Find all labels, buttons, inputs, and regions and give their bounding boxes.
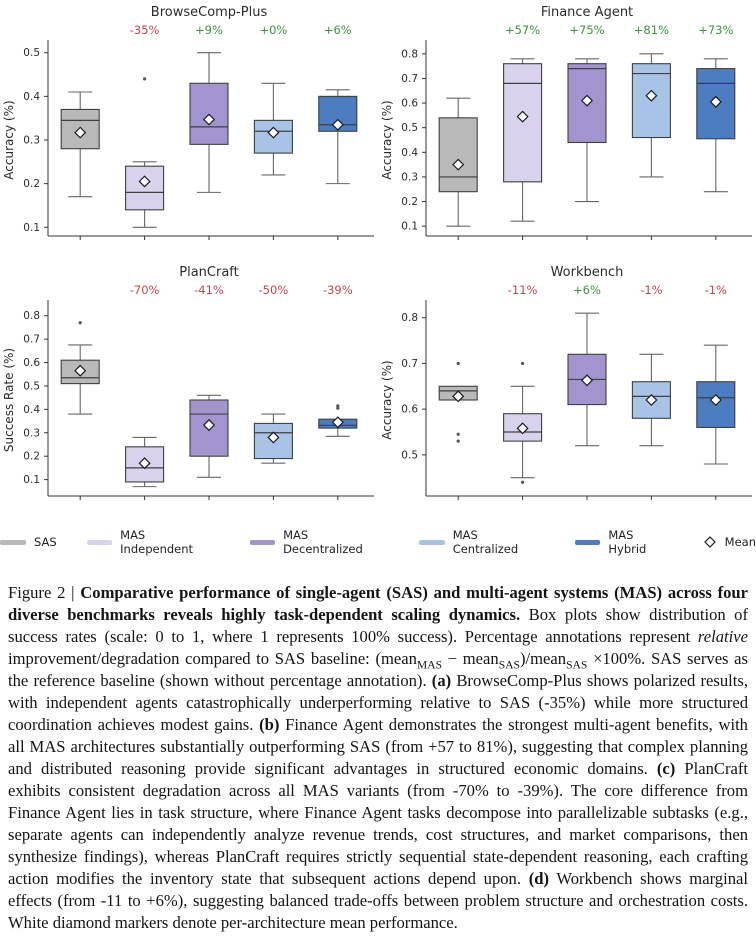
figure-legend	[0, 522, 756, 562]
mean-diamond-icon	[704, 536, 716, 548]
boxplot-plancraft	[0, 260, 378, 520]
svg-text:0.8: 0.8	[23, 310, 40, 323]
legend-item-sas	[0, 535, 57, 549]
caption-segment: (c)	[656, 759, 676, 778]
legend-label: MAS Hybrid	[608, 528, 647, 556]
svg-text:-35%: -35%	[129, 23, 160, 37]
svg-text:0.5: 0.5	[401, 122, 418, 135]
legend-label: MAS Independent	[120, 528, 194, 556]
caption-segment: Comparative performance of single-agent (SAS) and multi-agent systems (MAS) across four diverse benchmarks reveals highly task-dependent scaling dynamics.	[8, 583, 748, 624]
svg-text:0.5: 0.5	[23, 47, 40, 60]
legend-label: MAS Centralized	[452, 528, 519, 556]
svg-text:0.6: 0.6	[23, 357, 40, 370]
boxplot-finance-agent	[378, 0, 756, 260]
svg-text:0.7: 0.7	[23, 333, 40, 346]
caption-segment: (d)	[528, 869, 549, 888]
svg-text:0.3: 0.3	[23, 134, 40, 147]
svg-text:+9%: +9%	[195, 23, 223, 37]
svg-text:PlanCraft: PlanCraft	[179, 265, 239, 280]
caption-segment: PlanCraft exhibits consistent degradation across all MAS variants (from -70% to -39%). The core difference from Finance Agent lies in task structure, where Finance Agent tasks decompose into parallelizable subtasks (e.g., separate agents can independently analyze revenue trends, cost structures, and market comparisons, then synthesize findings), whereas PlanCraft requires strictly sequential state-dependent reasoning, each crafting action modifies the inventory state that subsequent actions depend upon.	[8, 759, 748, 888]
svg-text:0.5: 0.5	[401, 449, 418, 462]
svg-text:-1%: -1%	[704, 283, 728, 297]
svg-text:Success Rate (%): Success Rate (%)	[2, 347, 16, 453]
svg-text:0.6: 0.6	[401, 97, 418, 110]
svg-text:+6%: +6%	[323, 23, 352, 37]
svg-text:-41%: -41%	[194, 283, 224, 297]
legend-item-mas-hybrid	[575, 528, 674, 556]
caption-segment: Workbench shows marginal effects (from -11 to +6%), suggesting balanced trade-offs between problem structure and orchestration costs. White diamond markers denote per-architecture mean performance.	[8, 869, 748, 932]
subplot-plancraft	[0, 260, 378, 520]
svg-text:0.8: 0.8	[401, 312, 418, 325]
caption-segment: Box plots show distribution of success rates (scale: 0 to 1, where 1 represents 100% success). Percentage annotations represent	[8, 605, 748, 646]
legend-swatch	[250, 540, 275, 545]
legend-item-mean	[704, 535, 756, 549]
caption-segment: MAS	[416, 658, 443, 672]
svg-text:+81%: +81%	[633, 23, 670, 37]
svg-text:+57%: +57%	[504, 23, 541, 37]
svg-text:Workbench: Workbench	[550, 265, 624, 280]
svg-text:0.2: 0.2	[401, 196, 418, 209]
caption-segment: − mean	[442, 649, 499, 668]
svg-text:Accuracy (%): Accuracy (%)	[380, 360, 394, 440]
legend-swatch	[575, 540, 600, 545]
legend-swatch	[0, 540, 26, 545]
legend-item-mas-centralized	[419, 528, 545, 556]
legend-label: Mean	[724, 535, 756, 549]
caption-segment: (b)	[259, 715, 280, 734]
svg-text:0.4: 0.4	[401, 146, 418, 159]
boxplot-workbench	[378, 260, 756, 520]
caption-segment: Figure 2 |	[8, 583, 81, 602]
caption-segment: (a)	[431, 671, 452, 690]
subplot-finance-agent	[378, 0, 756, 260]
svg-text:0.3: 0.3	[23, 427, 40, 440]
caption-segment: improvement/degradation compared to SAS baseline: (mean	[8, 649, 417, 668]
legend-item-mas-independent	[87, 528, 220, 556]
svg-text:0.7: 0.7	[401, 72, 418, 85]
caption-segment: SAS	[498, 658, 521, 672]
svg-text:+6%: +6%	[573, 283, 601, 297]
legend-item-mas-decentralized	[250, 528, 390, 556]
caption-segment: BrowseComp-Plus shows polarized results, with independent agents catastrophically underperforming relative to SAS (-35%) while more structured coordination achieves modest gains.	[8, 671, 748, 734]
svg-text:BrowseComp-Plus: BrowseComp-Plus	[150, 5, 268, 20]
svg-text:0.4: 0.4	[23, 403, 40, 416]
svg-text:+75%: +75%	[569, 23, 605, 37]
svg-text:+73%: +73%	[698, 23, 734, 37]
legend-label: SAS	[34, 535, 57, 549]
svg-text:0.3: 0.3	[401, 171, 418, 184]
svg-text:0.2: 0.2	[23, 450, 40, 463]
svg-text:Accuracy (%): Accuracy (%)	[2, 100, 16, 180]
boxplot-browsecomp-plus	[0, 0, 378, 260]
caption-segment: SAS	[566, 658, 588, 672]
svg-text:0.4: 0.4	[23, 90, 40, 103]
figure-caption	[8, 582, 748, 934]
svg-text:-1%: -1%	[640, 283, 663, 297]
svg-text:0.1: 0.1	[401, 220, 418, 233]
svg-text:0.1: 0.1	[23, 474, 40, 487]
svg-text:-50%: -50%	[258, 283, 289, 297]
caption-segment: Finance Agent demonstrates the strongest multi-agent benefits, with all MAS architectures substantially outperforming SAS (from +57 to 81%), suggesting that complex planning and distributed reasoning provide significant advantages in structured economic domains.	[8, 715, 748, 778]
svg-text:0.1: 0.1	[23, 221, 40, 234]
svg-text:+0%: +0%	[259, 23, 288, 37]
svg-text:-70%: -70%	[129, 283, 160, 297]
svg-text:0.2: 0.2	[23, 178, 40, 191]
legend-swatch	[419, 540, 444, 545]
caption-segment: )/mean	[520, 649, 567, 668]
caption-segment: ×100%. SAS serves as the reference baseline (shown without percentage annotation).	[8, 649, 748, 690]
svg-text:-39%: -39%	[322, 283, 353, 297]
svg-text:0.8: 0.8	[401, 48, 418, 61]
svg-text:-11%: -11%	[507, 283, 538, 297]
caption-segment: relative	[697, 627, 748, 646]
legend-label: MAS Decentralized	[283, 528, 363, 556]
legend-swatch	[87, 540, 112, 545]
svg-text:0.6: 0.6	[401, 403, 418, 416]
svg-text:Finance Agent: Finance Agent	[540, 5, 634, 20]
svg-text:0.5: 0.5	[23, 380, 40, 393]
subplot-workbench	[378, 260, 756, 520]
svg-text:Accuracy (%): Accuracy (%)	[380, 100, 394, 180]
subplot-browsecomp-plus	[0, 0, 378, 260]
svg-text:0.7: 0.7	[401, 357, 418, 370]
